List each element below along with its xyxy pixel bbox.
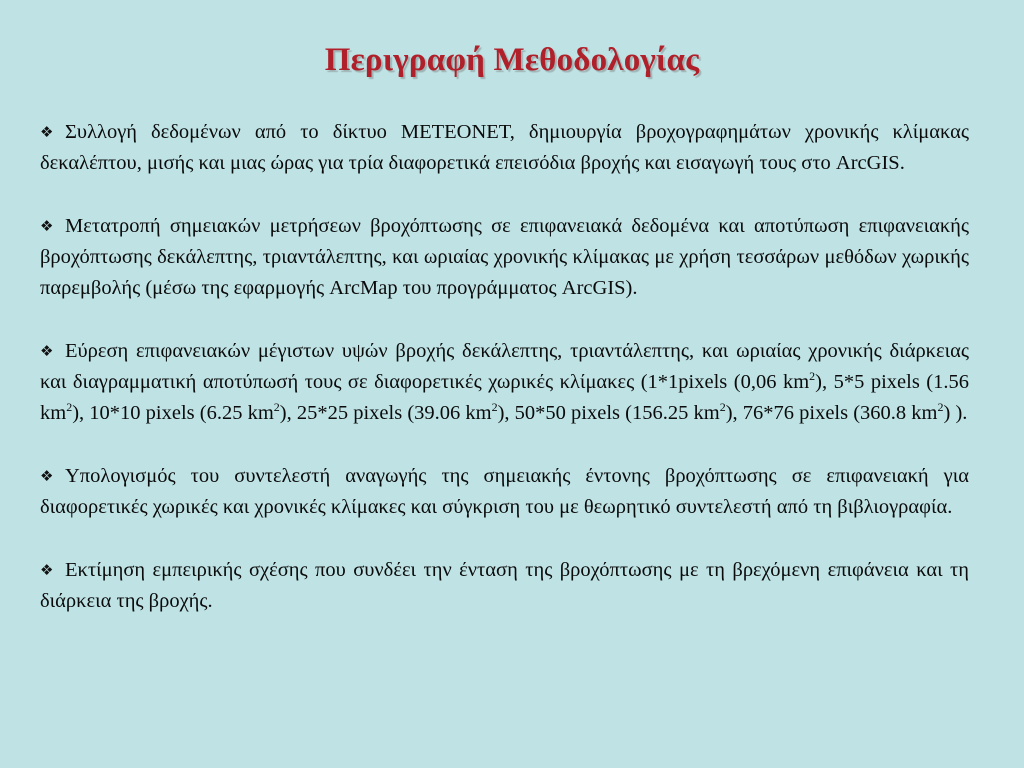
bullet-item — [40, 117, 969, 179]
bullet-text: ), 5*5 pixels (1.56 km — [40, 371, 969, 424]
diamond-cluster-icon: ❖ — [40, 342, 54, 360]
bullet-text: ), 76*76 pixels (360.8 km — [725, 402, 938, 424]
bullet-item — [40, 336, 969, 429]
bullet-item — [40, 461, 969, 523]
bullet-text: Εύρεση επιφανειακών μέγιστων υψών βροχής δεκάλεπτης, τριαντάλεπτης, και ωριαίας χρονικής διάρκειας και διαγραμματική αποτύπωσή τους σε διαφορετικές χωρικές κλίμακες (1*1pixels (0,06 km — [40, 340, 969, 393]
bullet-text: ), 25*25 pixels (39.06 km — [279, 402, 492, 424]
bullet-text: ), 50*50 pixels (156.25 km — [497, 402, 720, 424]
diamond-cluster-icon: ❖ — [40, 217, 54, 235]
bullet-text: Υπολογισμός του συντελεστή αναγωγής της σημειακής έντονης βροχόπτωσης σε επιφανειακή για διαφορετικές χωρικές και χρονικές κλίμακες και σύγκριση του με θεωρητικό συντελεστή από τη βιβλιογραφία. — [40, 465, 969, 518]
diamond-cluster-icon: ❖ — [40, 123, 54, 141]
superscript: 2 — [273, 400, 280, 414]
superscript: 2 — [66, 400, 73, 414]
bullet-text: Μετατροπή σημειακών μετρήσεων βροχόπτωσης σε επιφανειακά δεδομένα και αποτύπωση επιφανειακής βροχόπτωσης δεκάλεπτης, τριαντάλεπτης, και ωριαίας χρονικής κλίμακας με χρήση τεσσάρων μεθόδων χωρικής παρεμβολής (μέσω της εφαρμογής ArcMap του προγράμματος ArcGIS). — [40, 215, 969, 299]
slide-title: Περιγραφή Μεθοδολογίας — [324, 42, 700, 78]
bullet-list — [40, 117, 969, 649]
diamond-cluster-icon: ❖ — [40, 561, 54, 579]
bullet-text: ) ). — [943, 402, 968, 424]
bullet-text: Εκτίμηση εμπειρικής σχέσης που συνδέει την ένταση της βροχόπτωσης με τη βρεχόμενη επιφάνεια και τη διάρκεια της βροχής. — [40, 559, 969, 612]
superscript: 2 — [491, 400, 498, 414]
diamond-cluster-icon: ❖ — [40, 467, 54, 485]
bullet-item — [40, 211, 969, 304]
bullet-text: ), 10*10 pixels (6.25 km — [72, 402, 274, 424]
bullet-text: Συλλογή δεδομένων από το δίκτυο METEONET, δημιουργία βροχογραφημάτων χρονικής κλίμακας δεκαλέπτου, μισής και μιας ώρας για τρία διαφορετικά επεισόδια βροχής και εισαγωγή τους στο ArcGIS. — [40, 121, 969, 174]
bullet-item — [40, 555, 969, 617]
superscript: 2 — [809, 369, 816, 383]
superscript: 2 — [937, 400, 944, 414]
superscript: 2 — [719, 400, 726, 414]
